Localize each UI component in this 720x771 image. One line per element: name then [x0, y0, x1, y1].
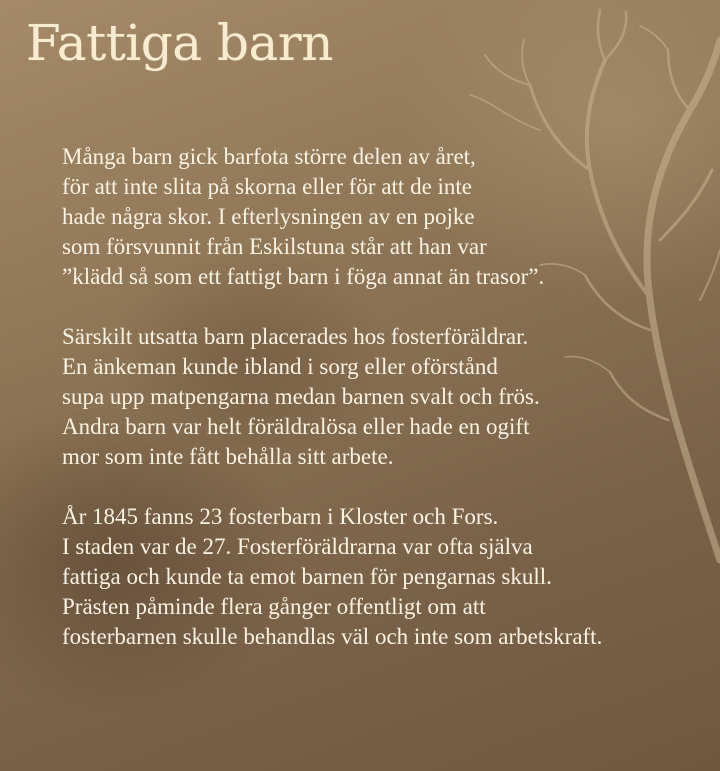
- text-line: som försvunnit från Eskilstuna står att han var: [62, 234, 487, 259]
- text-line: hade några skor. I efterlysningen av en pojke: [62, 204, 475, 229]
- text-line: mor som inte fått behålla sitt arbete.: [62, 444, 394, 469]
- text-line: År 1845 fanns 23 fosterbarn i Kloster och Fors.: [62, 504, 499, 529]
- text-line: Många barn gick barfota större delen av året,: [62, 144, 476, 169]
- text-line: supa upp matpengarna medan barnen svalt och frös.: [62, 384, 540, 409]
- paragraph-foster-placement: [62, 322, 712, 472]
- sign-title: Fattiga barn: [26, 14, 333, 72]
- paragraph-barefoot-children: [62, 142, 712, 292]
- text-line: I staden var de 27. Fosterföräldrarna var ofta själva: [62, 534, 533, 559]
- text-line: fattiga och kunde ta emot barnen för pengarnas skull.: [62, 564, 552, 589]
- text-line: för att inte slita på skorna eller för att de inte: [62, 174, 473, 199]
- text-line: fosterbarnen skulle behandlas väl och inte som arbetskraft.: [62, 624, 603, 649]
- text-line: Särskilt utsatta barn placerades hos fosterföräldrar.: [62, 324, 529, 349]
- sign-body: [62, 142, 712, 682]
- text-line: Andra barn var helt föräldralösa eller hade en ogift: [62, 414, 530, 439]
- text-line: Prästen påminde flera gånger offentligt om att: [62, 594, 486, 619]
- text-line: En änkeman kunde ibland i sorg eller oförstånd: [62, 354, 498, 379]
- text-line: ”klädd så som ett fattigt barn i föga annat än trasor”.: [62, 264, 545, 289]
- paragraph-foster-statistics: [62, 502, 712, 652]
